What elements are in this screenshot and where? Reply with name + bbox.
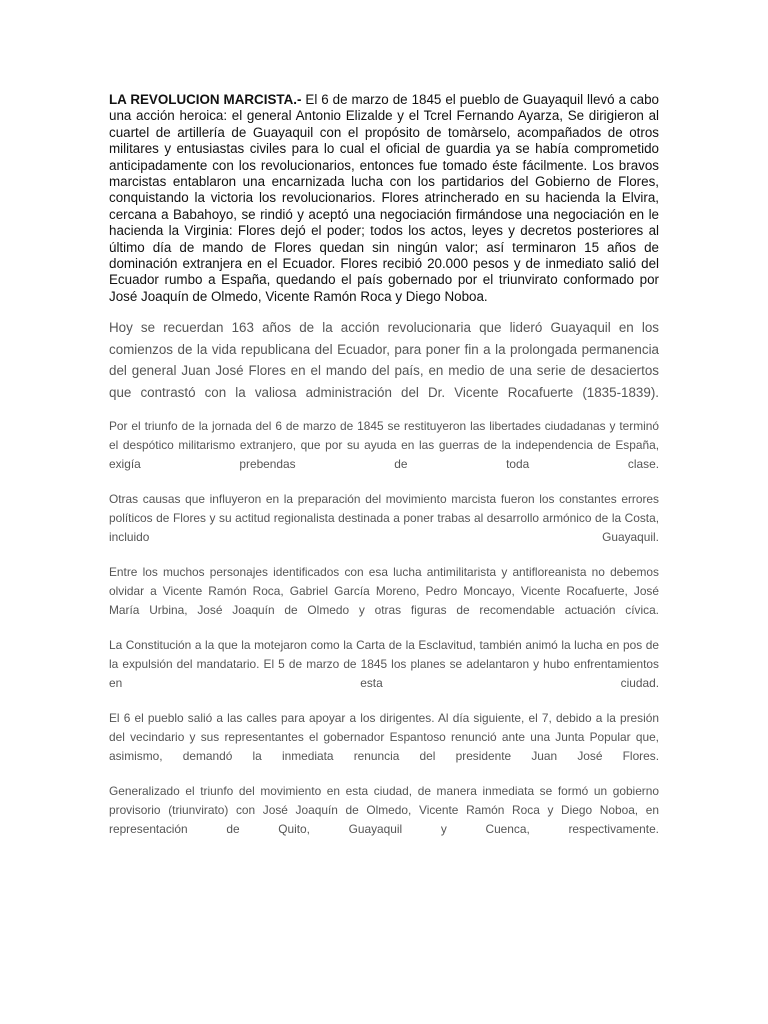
paragraph-uprising: El 6 el pueblo salió a las calles para apoyar a los dirigentes. Al día siguiente, el 7, debido a la presión del vecindario y sus representantes el gobernador Espantoso renunció ante una Junta Popular que, asimismo, demandó la inmediata renuncia del presidente Juan José Flores. xyxy=(109,711,659,764)
intro-paragraph xyxy=(109,92,659,305)
paragraph-triumph: Por el triunfo de la jornada del 6 de marzo de 1845 se restituyeron las libertades ciudadanas y terminó el despótico militarismo extranjero, que por su ayuda en las guerras de la independencia de España, exigía prebendas de toda clase. xyxy=(109,419,659,472)
paragraph-constitution: La Constitución a la que la motejaron como la Carta de la Esclavitud, también animó la lucha en pos de la expulsión del mandatario. El 5 de marzo de 1845 los planes se adelantaron y hubo enfrentamientos en esta ciudad. xyxy=(109,638,659,691)
paragraph-personalities: Entre los muchos personajes identificados con esa lucha antimilitarista y antifloreanista no debemos olvidar a Vicente Ramón Roca, Gabriel García Moreno, Pedro Moncayo, Vicente Rocafuerte, José María Urbina, José Joaquín de Olmedo y otras figuras de recomendable actuación cívica. xyxy=(109,565,659,618)
paragraph-causes: Otras causas que influyeron en la preparación del movimiento marcista fueron los constantes errores políticos de Flores y su actitud regionalista destinada a poner trabas al desarrollo armónico de la Costa, incluido Guayaquil. xyxy=(109,492,659,545)
paragraph-anniversary: Hoy se recuerdan 163 años de la acción revolucionaria que lideró Guayaquil en los comienzos de la vida republicana del Ecuador, para poner fin a la prolongada permanencia del general Juan José Flores en el mando del país, en medio de una serie de desaciertos que contrastó con la valiosa administración del Dr. Vicente Rocafuerte (1835-1839). xyxy=(109,320,659,400)
section-heading: LA REVOLUCION MARCISTA.- xyxy=(109,92,302,107)
intro-text: El 6 de marzo de 1845 el pueblo de Guayaquil llevó a cabo una acción heroica: el general Antonio Elizalde y el Tcrel Fernando Ayarza, Se dirigieron al cuartel de artillería de Guayaquil con el propósito de tomàrselo, acompañados de otros militares y entusiastas civiles para lo cual el oficial de guardia ya se había comprometido anticipadamente con los revolucionarios, entonces fue tomado éste fácilmente. Los bravos marcistas entablaron una encarnizada lucha con los partidarios del Gobierno de Flores, conquistando la victoria los revolucionarios. Flores atrincherado en su hacienda la Elvira, cercana a Babahoyo, se rindió y aceptó una negociación firmándose una negociación en le hacienda la Virginia: Flores dejó el poder; todos los actos, leyes y decretos posteriores al último día de mando de Flores quedan sin ningún valor; así terminaron 15 años de dominación extranjera en el Ecuador. Flores recibió 20.000 pesos y de inmediato salió del Ecuador rumbo a España, quedando el país gobernado por el triunvirato conformado por José Joaquín de Olmedo, Vicente Ramón Roca y Diego Noboa. xyxy=(109,92,659,304)
document-page xyxy=(109,92,659,839)
paragraph-triumvirate: Generalizado el triunfo del movimiento en esta ciudad, de manera inmediata se formó un gobierno provisorio (triunvirato) con José Joaquín de Olmedo, Vicente Ramón Roca y Diego Noboa, en representación de Quito, Guayaquil y Cuenca, respectivamente. xyxy=(109,784,659,837)
